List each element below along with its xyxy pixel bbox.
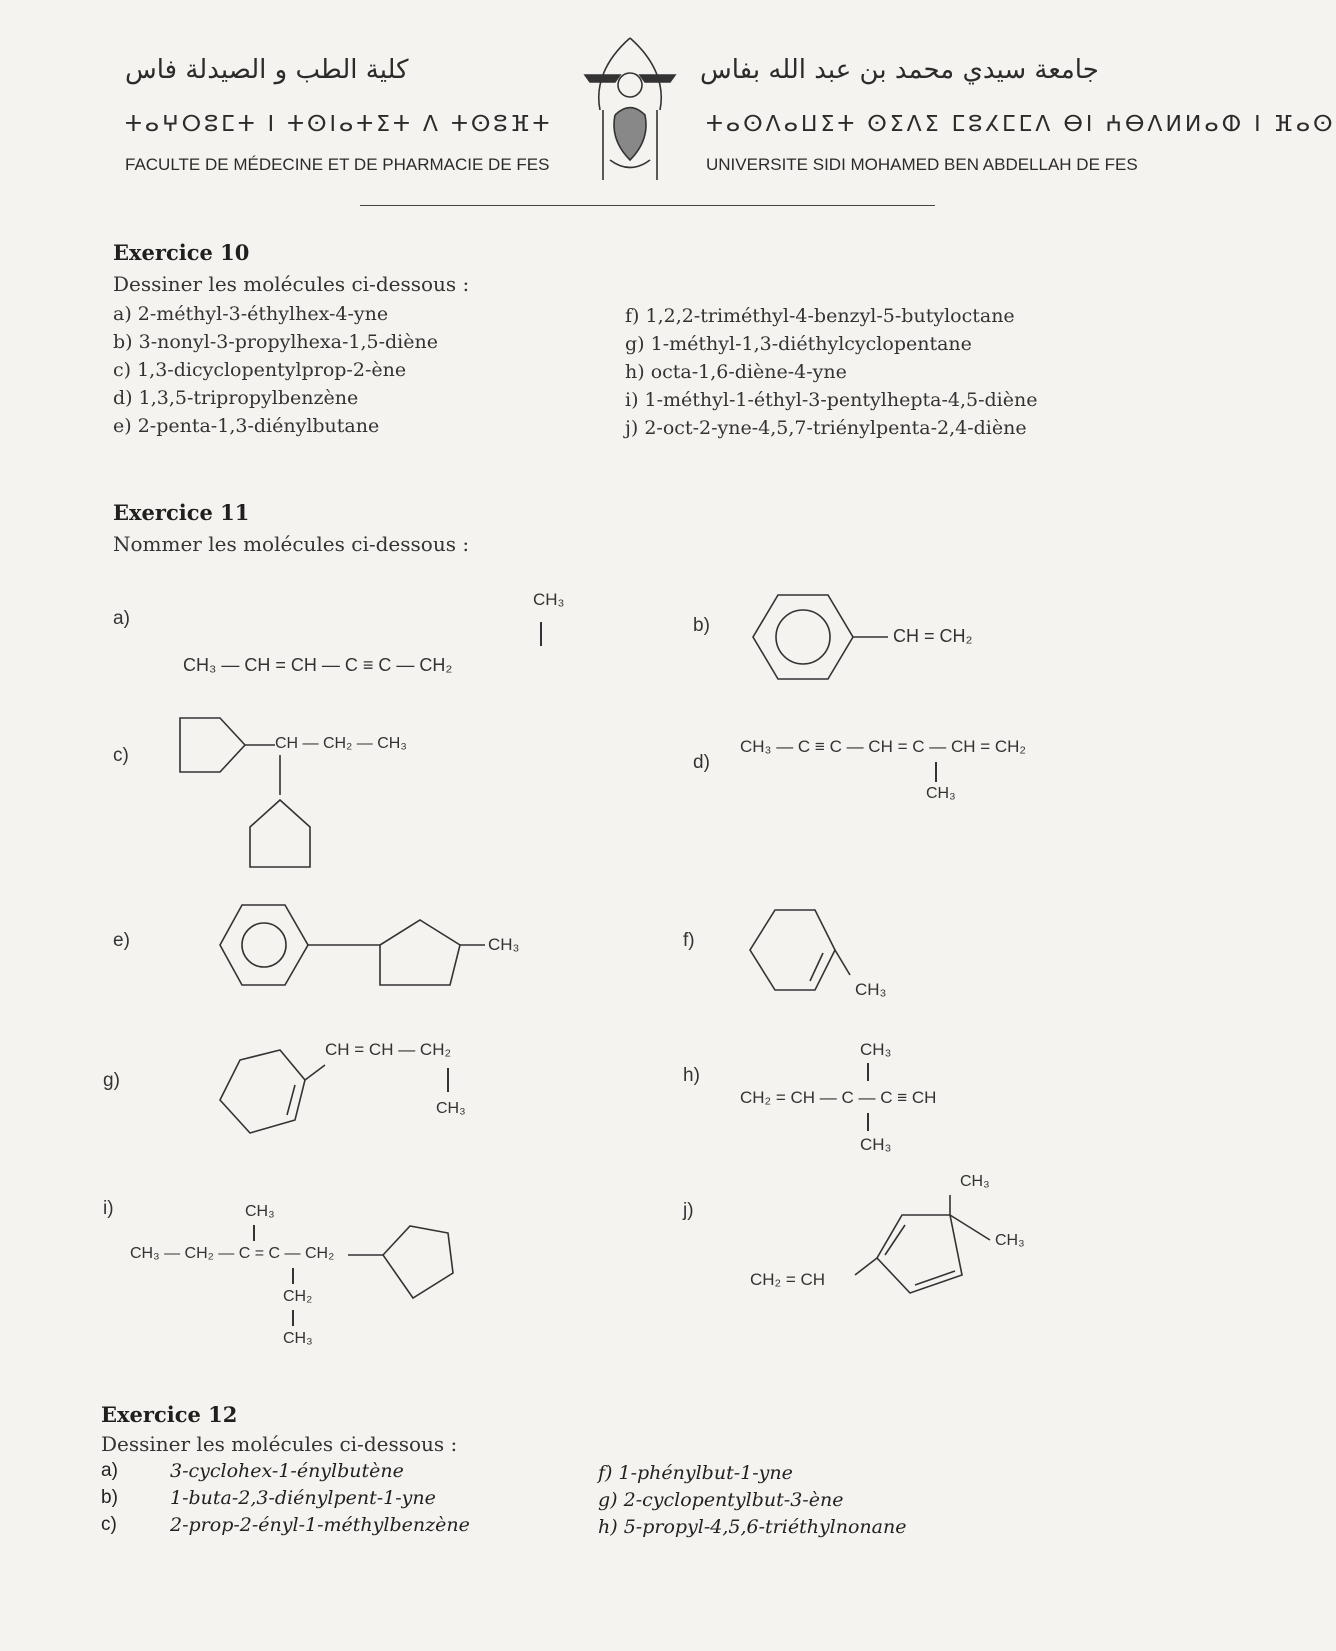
ex11-c-chain: CH — CH₂ — CH₃	[275, 735, 407, 752]
ex11-h-bottom: CH₃	[860, 1135, 892, 1154]
ex11-h-bond-top	[867, 1063, 869, 1081]
ex11-i-bond-top	[253, 1225, 255, 1241]
ex11-j-chain: CH₂ = CH	[750, 1270, 826, 1289]
ex12-label-a: a)	[101, 1460, 118, 1481]
ex12-item-g: g) 2-cyclopentylbut-3-ène	[598, 1489, 844, 1511]
ex11-a-bond	[540, 622, 542, 646]
ex12-item-h: h) 5-propyl-4,5,6-triéthylnonane	[598, 1516, 907, 1538]
ex10-item-e: e) 2-penta-1,3-diénylbutane	[113, 415, 380, 437]
university-name-arabic: جامعة سيدي محمد بن عبد الله بفاس	[700, 55, 1099, 85]
ex11-label-h: h)	[683, 1065, 700, 1086]
ex11-g-cyclohexene-icon	[215, 1045, 335, 1145]
ex11-i-cyclopentane-icon	[348, 1218, 458, 1308]
ex10-item-i: i) 1-méthyl-1-éthyl-3-pentylhepta-4,5-diène	[625, 389, 1038, 411]
ex11-label-e: e)	[113, 930, 130, 951]
ex10-subtitle: Dessiner les molécules ci-dessous :	[113, 272, 470, 296]
ex11-h-chain: CH₂ = CH — C — C ≡ CH	[740, 1088, 937, 1107]
ex12-label-c: c)	[101, 1514, 117, 1535]
ex11-i-chain: CH₃ — CH₂ — C = C — CH₂	[130, 1245, 335, 1262]
ex10-item-a: a) 2-méthyl-3-éthylhex-4-yne	[113, 303, 389, 325]
ex10-item-j: j) 2-oct-2-yne-4,5,7-triénylpenta-2,4-diène	[625, 417, 1027, 439]
ex11-c-cyclopentane-lower-icon	[245, 795, 315, 875]
university-name-french: UNIVERSITE SIDI MOHAMED BEN ABDELLAH DE FES	[706, 155, 1138, 174]
ex11-i-sub2: CH₃	[283, 1330, 313, 1347]
ex11-b-chain: CH = CH₂	[893, 626, 973, 646]
ex11-label-b: b)	[693, 615, 710, 636]
ex11-label-c: c)	[113, 745, 129, 766]
ex11-label-i: i)	[103, 1198, 114, 1219]
ex12-title: Exercice 12	[101, 1402, 238, 1427]
ex11-i-sub1: CH₂	[283, 1288, 313, 1305]
ex11-f-sub: CH₃	[855, 980, 887, 999]
ex12-label-b: b)	[101, 1487, 118, 1508]
ex11-label-d: d)	[693, 752, 710, 773]
ex11-i-top: CH₃	[245, 1203, 275, 1220]
ex11-title: Exercice 11	[113, 500, 250, 525]
ex10-item-g: g) 1-méthyl-1,3-diéthylcyclopentane	[625, 333, 972, 355]
ex11-d-chain: CH₃ — C ≡ C — CH = C — CH = CH₂	[740, 737, 1027, 756]
ex11-label-g: g)	[103, 1070, 120, 1091]
faculty-name-french: FACULTE DE MÉDECINE ET DE PHARMACIE DE FES	[125, 155, 550, 174]
faculty-name-arabic: كلية الطب و الصيدلة فاس	[125, 55, 409, 85]
ex12-item-b: 1-buta-2,3-diénylpent-1-yne	[170, 1487, 436, 1509]
ex11-a-chain: CH₃ — CH = CH — C ≡ C — CH₂	[183, 655, 453, 675]
ex11-i-bond-sub2	[292, 1310, 294, 1326]
ex10-item-f: f) 1,2,2-triméthyl-4-benzyl-5-butyloctane	[625, 305, 1015, 327]
header-divider	[360, 205, 935, 206]
ex11-g-sub: CH₃	[436, 1100, 466, 1117]
ex11-j-top: CH₃	[960, 1173, 990, 1190]
university-name-tifinagh: ⵜⴰⵙⴷⴰⵡⵉⵜ ⵙⵉⴷⵉ ⵎⵓⵃⵎⵎⴷ ⴱⵏ ⵄⴱⴷⵍⵍⴰⵀ ⵏ ⴼⴰⵙ	[706, 112, 1336, 137]
ex11-g-chain: CH = CH — CH₂	[325, 1040, 452, 1059]
ex11-h-bond-bottom	[867, 1113, 869, 1131]
ex11-i-bond-sub1	[292, 1268, 294, 1284]
ex11-e-sub: CH₃	[488, 935, 520, 954]
university-emblem-icon	[575, 30, 685, 190]
ex12-item-a: 3-cyclohex-1-énylbutène	[170, 1460, 404, 1482]
ex10-item-c: c) 1,3-dicyclopentylprop-2-ène	[113, 359, 407, 381]
ex12-subtitle: Dessiner les molécules ci-dessous :	[101, 1432, 458, 1456]
ex11-d-sub: CH₃	[926, 785, 956, 802]
ex11-h-top: CH₃	[860, 1040, 892, 1059]
ex11-subtitle: Nommer les molécules ci-dessous :	[113, 532, 470, 556]
ex11-b-benzene-icon	[748, 590, 858, 685]
ex10-item-d: d) 1,3,5-tripropylbenzène	[113, 387, 359, 409]
ex11-label-f: f)	[683, 930, 695, 951]
ex11-a-top: CH₃	[533, 590, 565, 609]
ex12-item-f: f) 1-phénylbut-1-yne	[598, 1462, 793, 1484]
ex10-title: Exercice 10	[113, 240, 250, 265]
ex11-j-right: CH₃	[995, 1232, 1025, 1249]
ex11-label-a: a)	[113, 608, 130, 629]
ex12-item-c: 2-prop-2-ényl-1-méthylbenzène	[170, 1514, 470, 1536]
ex11-d-bond	[935, 762, 937, 782]
faculty-name-tifinagh: ⵜⴰⵖⵔⵓⵎⵜ ⵏ ⵜⵙⵏⴰⵜⵉⵜ ⴷ ⵜⵙⵓⴼⵜ	[125, 112, 553, 137]
ex11-j-cyclopentadiene-icon	[865, 1190, 1005, 1310]
ex10-item-h: h) octa-1,6-diène-4-yne	[625, 361, 847, 383]
ex11-g-bond	[447, 1068, 449, 1092]
ex11-label-j: j)	[683, 1200, 694, 1221]
ex10-item-b: b) 3-nonyl-3-propylhexa-1,5-diène	[113, 331, 438, 353]
